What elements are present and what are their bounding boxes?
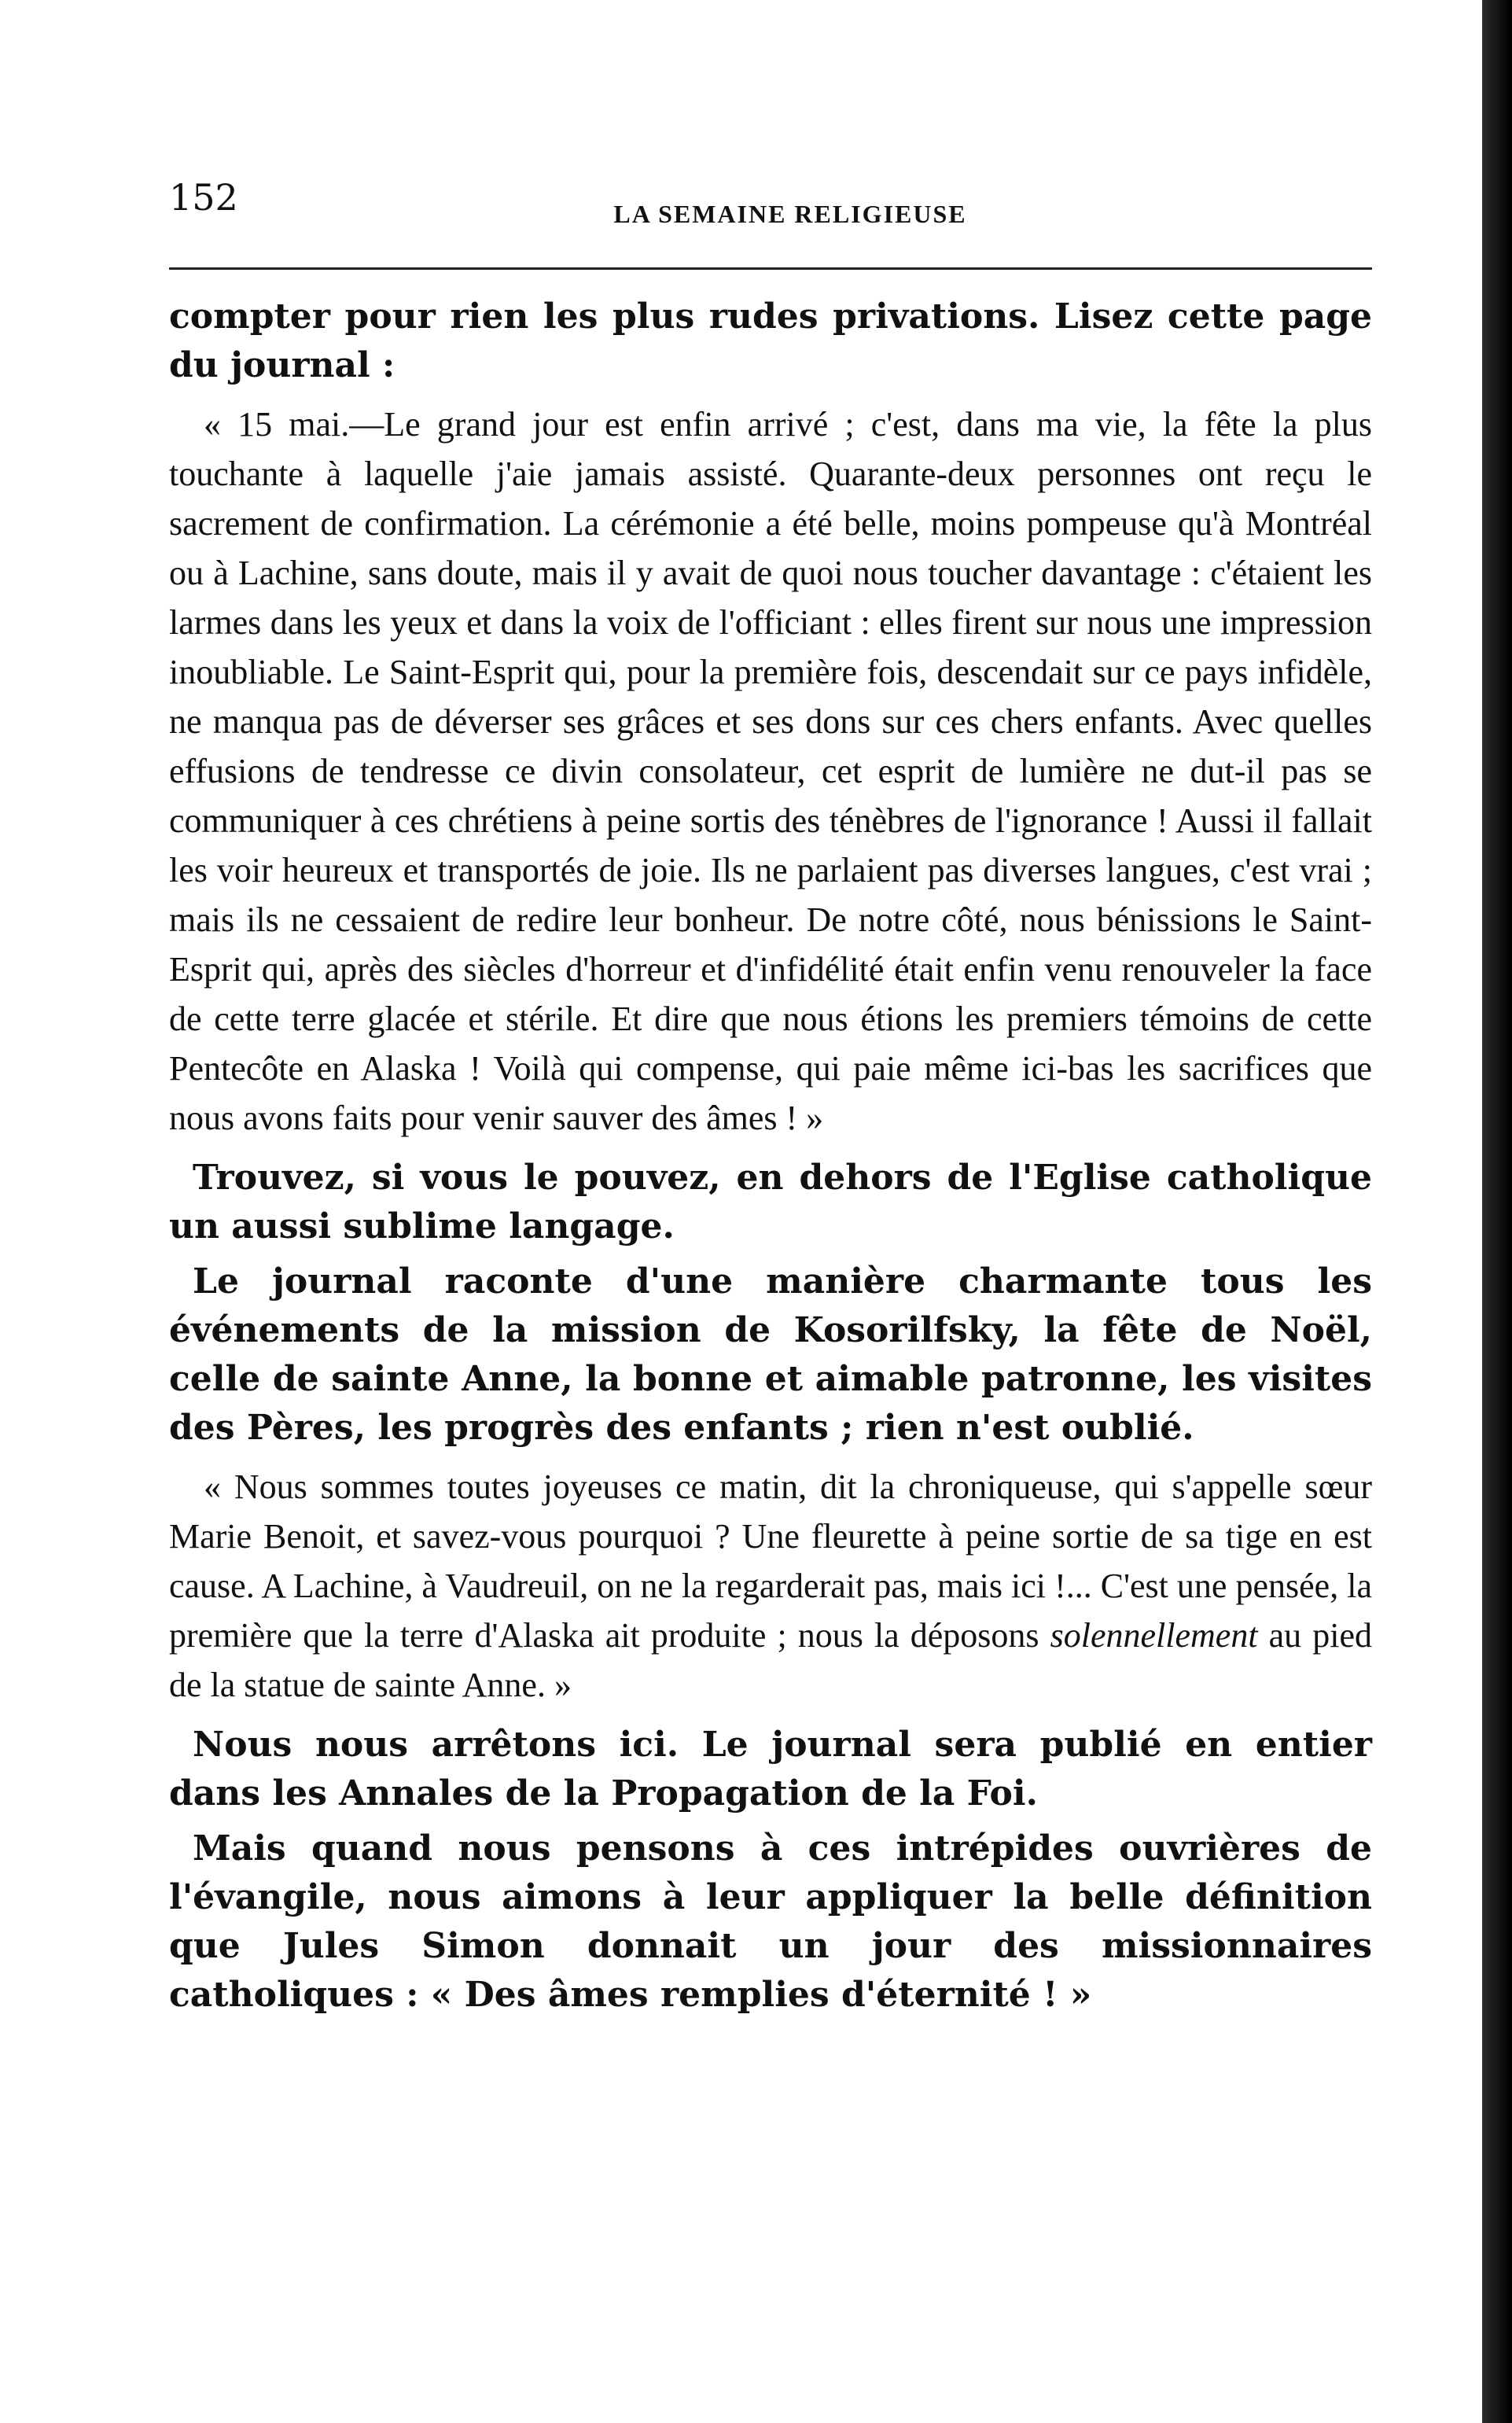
quote-journal-may-15: « 15 mai.—Le grand jour est enfin arrivé ; c'est, dans ma vie, la fête la plus touchante à laquelle j'aie jamais assisté. Quarante-deux personnes ont reçu le sacrement de confirmation. La cérémonie a été belle, moins pompeuse qu'à Montréal ou à Lachine, sans doute, mais il y avait de quoi nous toucher davantage : c'étaient les larmes dans les yeux et dans la voix de l'officiant : elles firent sur nous une impression inoubliable. Le Saint-Esprit qui, pour la première fois, descendait sur ce pays infidèle, ne manqua pas de déverser ses grâces et ses dons sur ces chers enfants. Avec quelles effusions de tendresse ce divin consolateur, cet esprit de lumière ne dut-il pas se communiquer à ces chrétiens à peine sortis des ténèbres de l'ignorance ! Aussi il fallait les voir heureux et transportés de joie. Ils ne parlaient pas diverses langues, c'est vrai ; mais ils ne cessaient de redire leur bonheur. De notre côté, nous bénissions le Saint-Esprit qui, après des siècles d'horreur et d'infidélité était enfin venu renouveler la face de cette terre glacée et stérile. Et dire que nous étions les premiers témoins de cette Pentecôte en Alaska ! Voilà qui compense, qui paie même ici-bas les sacrifices que nous avons faits pour venir sauver des âmes ! » — [169, 405, 1372, 1137]
running-head: LA SEMAINE RELIGIEUSE — [613, 200, 967, 228]
main-text — [169, 293, 1372, 2020]
paragraph-commentary: Trouvez, si vous le pouvez, en dehors de l'Eglise catholique un aussi sublime langage. — [169, 1158, 1372, 1246]
paragraph-intro: compter pour rien les plus rudes privations. Lisez cette page du journal : — [169, 296, 1372, 385]
scan-edge-shadow — [1482, 0, 1512, 2423]
paragraph-annales: Nous nous arrêtons ici. Le journal sera publié en entier dans les Annales de la Propagation de la Foi. — [169, 1725, 1372, 1814]
quote-emphasis: solennellement — [1050, 1616, 1258, 1655]
quote-text-after: au pied de la statue de sainte Anne. » — [169, 1616, 1372, 1704]
paragraph-journal-events: Le journal raconte d'une manière charmante tous les événements de la mission de Kosorilfsky, la fête de Noël, celle de sainte Anne, la bonne et aimable patronne, les visites des Pères, les progrès des enfants ; rien n'est oublié. — [169, 1261, 1372, 1448]
page-header — [169, 176, 1372, 234]
paragraph-closing: Mais quand nous pensons à ces intrépides ouvrières de l'évangile, nous aimons à leur appliquer la belle définition que Jules Simon donnait un jour des missionnaires catholiques : « Des âmes remplies d'éternité ! » — [169, 1828, 1372, 2015]
header-rule — [169, 267, 1372, 270]
quote-text-before: « Nous sommes toutes joyeuses ce matin, dit la chroniqueuse, qui s'appelle sœur Marie Benoit, et savez-vous pourquoi ? Une fleurette à peine sortie de sa tige en est cause. A Lachine, à Vaudreuil, on ne la regarderait pas, mais ici !... C'est une pensée, la première que la terre d'Alaska ait produite ; nous la déposons — [169, 1467, 1372, 1655]
quote-chroniqueuse — [169, 1462, 1372, 1710]
page-number: 152 — [169, 176, 238, 219]
